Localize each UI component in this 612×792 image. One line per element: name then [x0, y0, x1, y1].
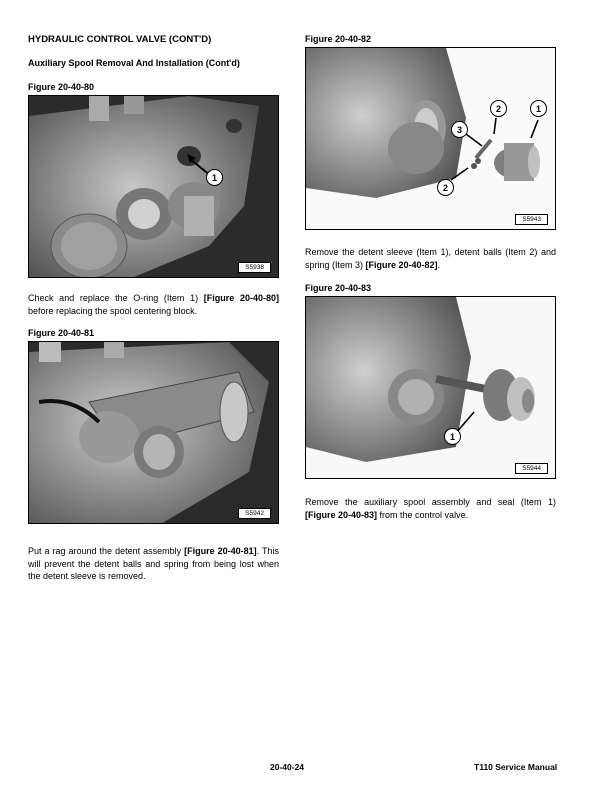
figure-83-reference: [Figure 20-40-83]: [305, 509, 378, 520]
callout-item-2-ball-lower: 2: [437, 179, 454, 196]
figure-81-photo: [28, 341, 279, 524]
callout-item-1-spool: 1: [444, 428, 461, 445]
figure-80-reference: [Figure 20-40-80]: [203, 293, 279, 303]
subsection-title: Auxiliary Spool Removal And Installation (Cont'd): [28, 58, 240, 68]
paragraph-detent-sleeve: Remove the detent sleeve (Item 1), detent balls (Item 2) and spring (Item 3) [Figure 20-40-82].: [305, 247, 556, 270]
figure-81-reference: [Figure 20-40-81]: [184, 546, 257, 556]
page-number: 20-40-24: [270, 762, 305, 772]
paragraph-aux-spool: Remove the auxiliary spool assembly and seal (Item 1) [Figure 20-40-83] from the control valve.: [305, 497, 556, 520]
paragraph-oring: Check and replace the O-ring (Item 1) [Figure 20-40-80] before replacing the spool centering block.: [28, 293, 279, 316]
callout-item-3-spring: 3: [451, 121, 468, 138]
figure-81-label: Figure 20-40-81: [28, 328, 95, 338]
section-title: HYDRAULIC CONTROL VALVE (CONT'D): [28, 34, 212, 45]
figure-82-label: Figure 20-40-82: [305, 34, 372, 44]
figure-82-code: S5943: [515, 214, 548, 225]
callout-item-1: 1: [206, 169, 223, 186]
manual-title: T110 Service Manual: [474, 762, 558, 772]
callout-item-1-sleeve: 1: [530, 100, 547, 117]
callout-item-2-ball: 2: [490, 100, 507, 117]
figure-83-code: S5944: [515, 463, 548, 474]
figure-81-code: S5942: [238, 508, 271, 519]
paragraph-rag: Put a rag around the detent assembly [Figure 20-40-81]. This will prevent the detent balls and spring from being lost when the detent sleeve is removed.: [28, 546, 279, 581]
figure-80-photo: [28, 95, 279, 278]
figure-82-reference: [Figure 20-40-82]: [365, 259, 438, 270]
figure-80-code: S5938: [238, 262, 271, 273]
figure-82-photo: [305, 47, 556, 230]
figure-83-label: Figure 20-40-83: [305, 283, 372, 293]
figure-80-label: Figure 20-40-80: [28, 82, 95, 92]
figure-83-photo: [305, 296, 556, 479]
